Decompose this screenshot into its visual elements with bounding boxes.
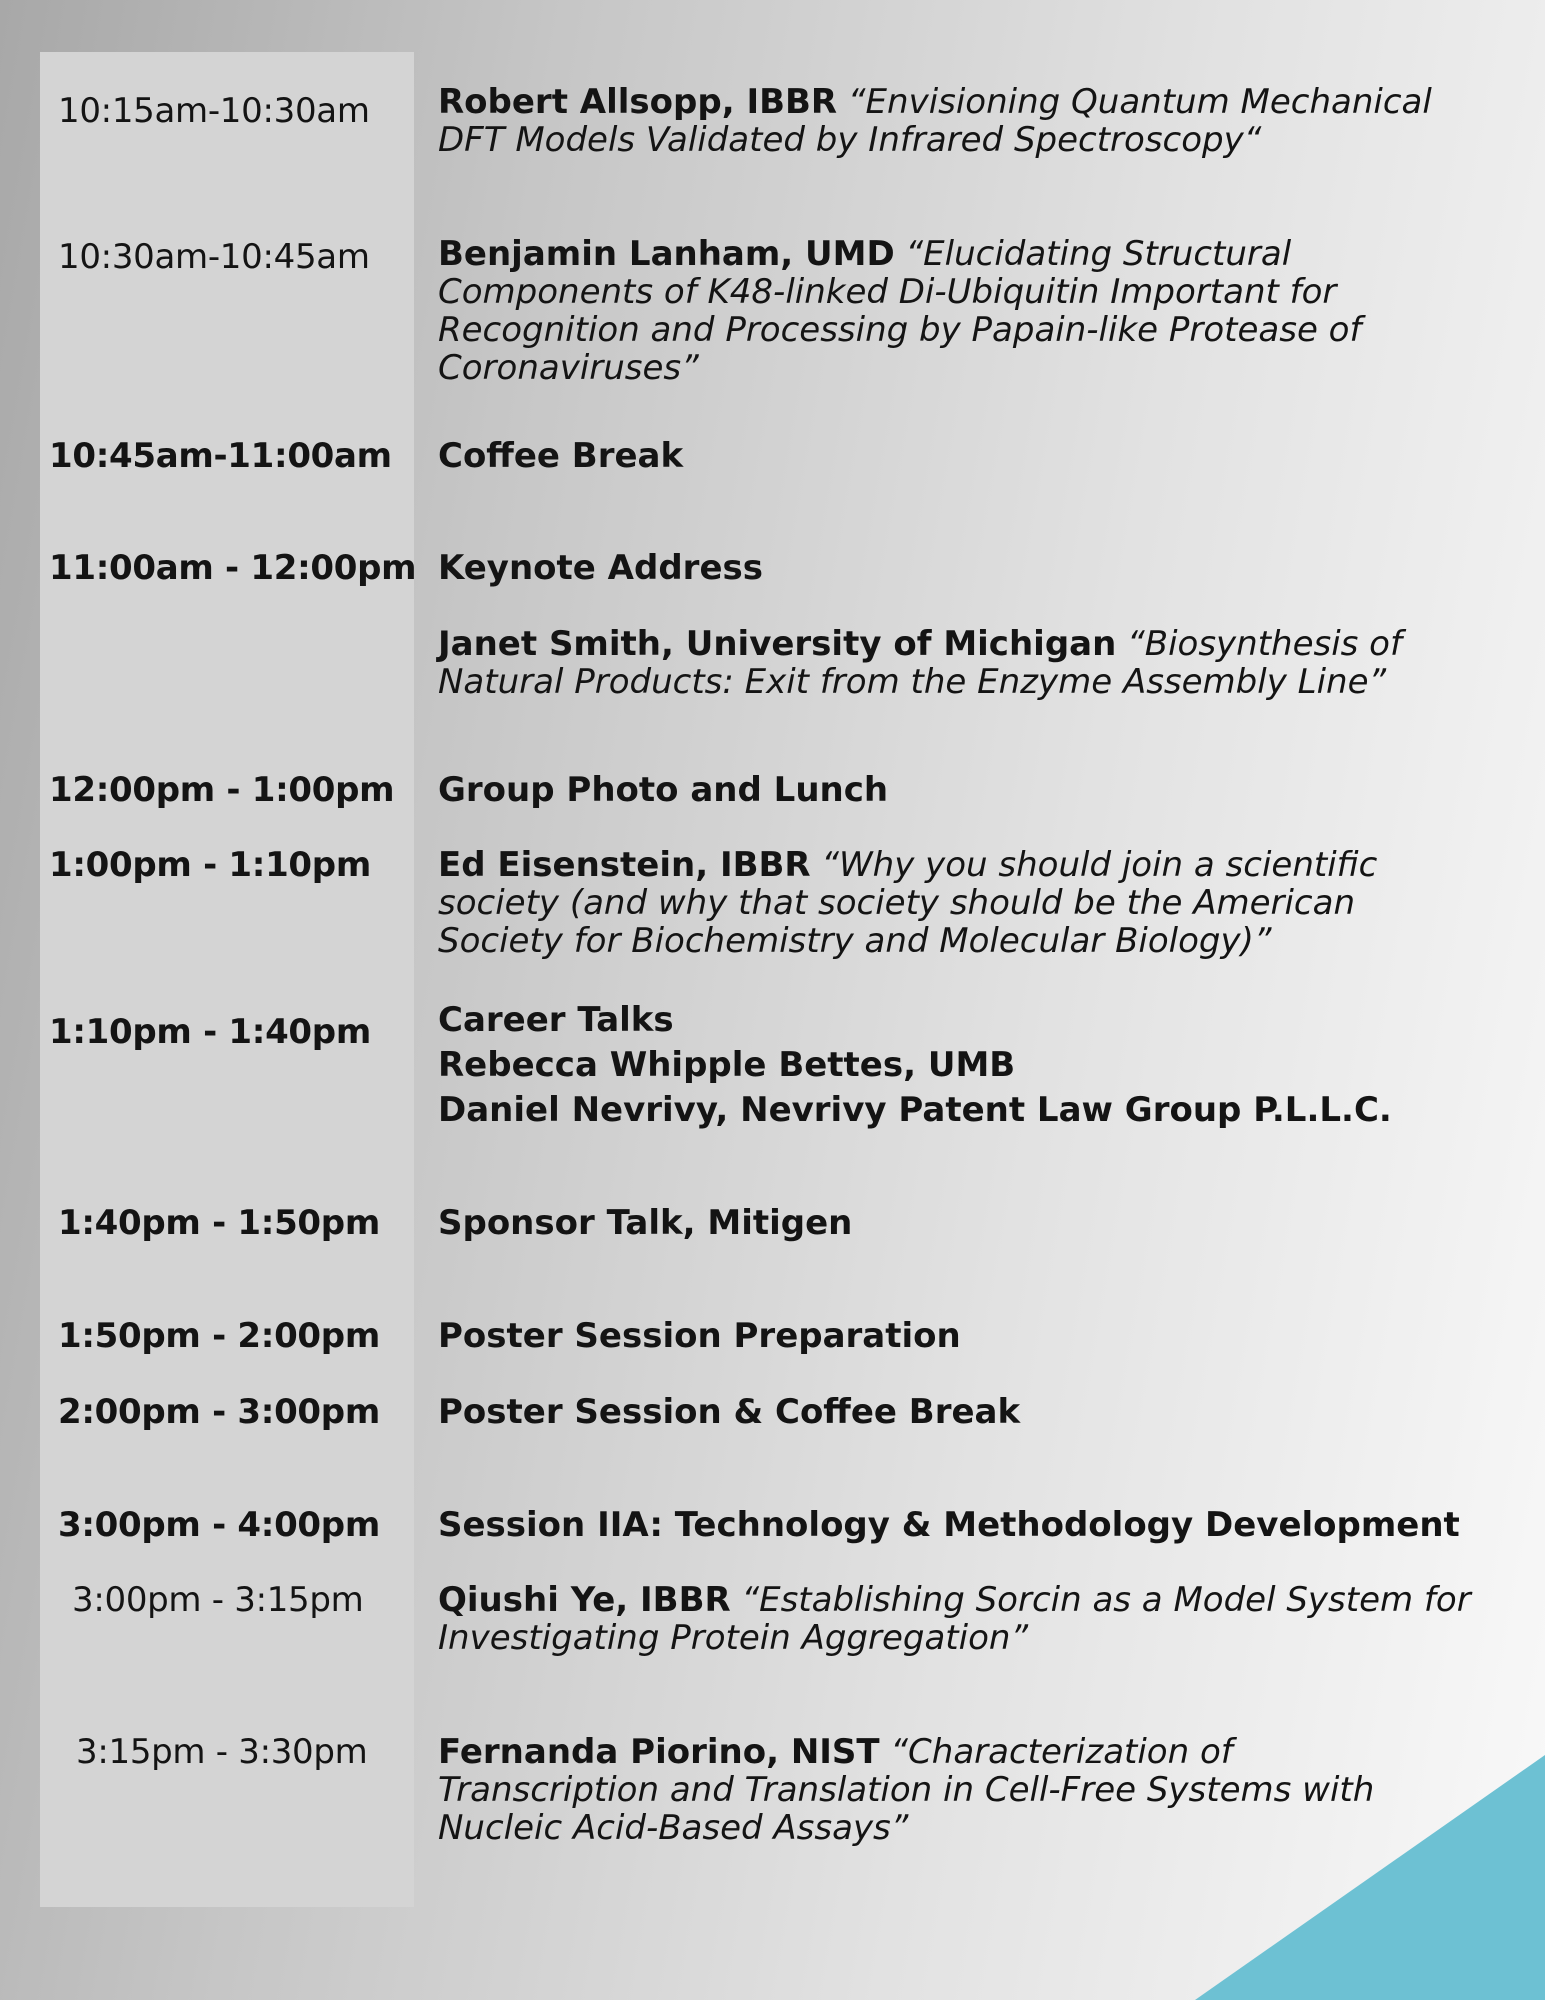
session-entry: [438, 846, 1448, 960]
session-entry: [438, 1733, 1438, 1847]
time-slot: 10:45am-11:00am: [49, 436, 392, 476]
session-entry: [438, 83, 1478, 159]
speaker-name: Ed Eisenstein, IBBR: [438, 845, 811, 885]
speaker-name: Daniel Nevrivy, Nevrivy Patent Law Group P.L.L.C.: [438, 1090, 1392, 1130]
session-heading: Poster Session & Coffee Break: [438, 1392, 1021, 1432]
time-slot: 1:10pm - 1:40pm: [49, 1012, 371, 1052]
time-column-panel: [40, 52, 417, 1907]
session-heading: Coffee Break: [438, 436, 684, 476]
speaker-name: Qiushi Ye, IBBR: [438, 1580, 731, 1620]
session-entry: [438, 235, 1468, 387]
time-slot: 1:40pm - 1:50pm: [58, 1203, 380, 1243]
session-heading: Session IIA: Technology & Methodology Development: [438, 1505, 1460, 1545]
session-heading: Group Photo and Lunch: [438, 770, 889, 810]
talk-title: “Characterization of Transcription and Translation in Cell-Free Systems with Nucleic Acid-Based Assays”: [438, 1732, 1375, 1848]
career-talks-block: [438, 998, 1498, 1133]
session-entry: [438, 1581, 1478, 1657]
time-slot: 3:00pm - 4:00pm: [58, 1505, 380, 1545]
time-slot: 10:15am-10:30am: [58, 91, 370, 131]
time-slot: 1:50pm - 2:00pm: [58, 1316, 380, 1356]
time-slot: 12:00pm - 1:00pm: [49, 770, 395, 810]
time-slot: 3:15pm - 3:30pm: [76, 1732, 368, 1772]
talk-title: “Envisioning Quantum Mechanical DFT Models Validated by Infrared Spectroscopy“: [438, 82, 1432, 160]
speaker-name: Robert Allsopp, IBBR: [438, 82, 838, 122]
time-slot: 11:00am - 12:00pm: [49, 548, 417, 588]
time-slot: 3:00pm - 3:15pm: [72, 1580, 364, 1620]
talk-title: “Elucidating Structural Components of K48-linked Di-Ubiquitin Important for Recognition and Processing by Papain-like Protease of Coronaviruses”: [438, 234, 1362, 388]
time-slot: 10:30am-10:45am: [58, 237, 370, 277]
speaker-name: Benjamin Lanham, UMD: [438, 234, 895, 274]
talk-title: “Biosynthesis of Natural Products: Exit from the Enzyme Assembly Line”: [438, 624, 1402, 702]
session-heading: Sponsor Talk, Mitigen: [438, 1203, 853, 1243]
session-entry: [438, 625, 1478, 701]
talk-title: “Establishing Sorcin as a Model System for Investigating Protein Aggregation”: [438, 1580, 1471, 1658]
session-heading: Poster Session Preparation: [438, 1316, 961, 1356]
session-heading: Career Talks: [438, 1000, 674, 1040]
talk-title: “Why you should join a scientific society (and why that society should be the American Society for Biochemistry and Molecular Biology)”: [438, 845, 1378, 961]
time-slot: 2:00pm - 3:00pm: [58, 1392, 380, 1432]
speaker-name: Fernanda Piorino, NIST: [438, 1732, 880, 1772]
speaker-name: Janet Smith, University of Michigan: [438, 624, 1117, 664]
time-slot: 1:00pm - 1:10pm: [49, 845, 371, 885]
speaker-name: Rebecca Whipple Bettes, UMB: [438, 1045, 1016, 1085]
session-heading: Keynote Address: [438, 548, 763, 588]
